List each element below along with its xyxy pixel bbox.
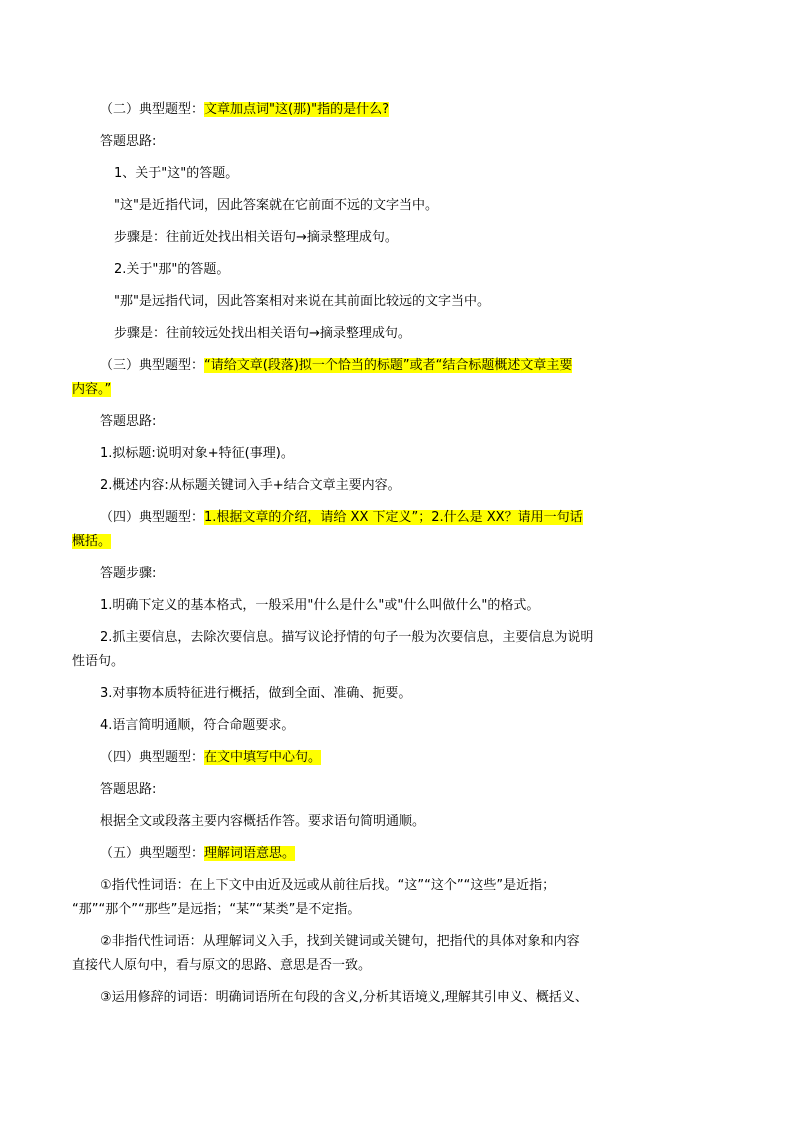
- section-5-question: 理解词语意思。: [204, 846, 296, 861]
- section-5-prefix: （五）典型题型：: [100, 846, 205, 861]
- section-5-item-2-line1: ②非指代性词语：从理解词义入手，找到关键词或关键句，把指代的具体对象和内容: [100, 934, 580, 949]
- section-2-item-2b: 步骤是：往前较远处找出相关语句→摘录整理成句。: [114, 326, 411, 341]
- section-3-question-line1: “请给文章(段落)拟一个恰当的标题”或者“结合标题概述文章主要: [204, 358, 573, 373]
- section-3-question-line2-row: [72, 378, 111, 402]
- section-4-item-3: 3.对事物本质特征进行概括，做到全面、准确、扼要。: [100, 686, 412, 701]
- section-2-item-1b: 步骤是：往前近处找出相关语句→摘录整理成句。: [114, 230, 398, 245]
- section-3-heading: [100, 354, 572, 378]
- section-4-prefix: （四）典型题型：: [100, 510, 205, 525]
- section-5-item-1-line1: ①指代性词语：在上下文中由近及远或从前往后找。“这”“这个”“这些”是近指；: [100, 878, 556, 893]
- section-2-prefix: （二）典型题型：: [100, 102, 205, 117]
- section-4-label: 答题步骤:: [100, 566, 157, 581]
- section-3-item-1: 1.拟标题:说明对象+特征(事理)。: [100, 446, 294, 461]
- section-3-prefix: （三）典型题型：: [100, 358, 205, 373]
- section-2-heading: [100, 98, 389, 122]
- section-2-item-1a: "这"是近指代词，因此答案就在它前面不远的文字当中。: [114, 198, 438, 213]
- section-4b-item-1: 根据全文或段落主要内容概括作答。要求语句简明通顺。: [100, 814, 426, 829]
- section-5-item-2-line2: 直接代人原句中，看与原文的思路、意思是否一致。: [72, 958, 372, 973]
- section-4-question-line2: 概括。: [72, 534, 112, 549]
- section-2-item-2: 2.关于"那"的答题。: [114, 262, 230, 277]
- section-2-item-2a: "那"是远指代词，因此答案相对来说在其前面比较远的文字当中。: [114, 294, 490, 309]
- section-4-heading: [100, 506, 583, 530]
- section-4-question-line1: 1.根据文章的介绍，请给 XX 下定义”；2.什么是 XX？请用一句话: [204, 510, 583, 525]
- section-4b-label: 答题思路:: [100, 782, 157, 797]
- section-5-item-3: ③运用修辞的词语：明确词语所在句段的含义,分析其语境义,理解其引申义、概括义、: [100, 990, 588, 1005]
- section-5-heading: [100, 842, 295, 866]
- section-2-label: 答题思路:: [100, 134, 157, 149]
- section-4-question-line2-row: [72, 530, 111, 554]
- section-4-item-2-line1: 2.抓主要信息，去除次要信息。描写议论抒情的句子一般为次要信息，主要信息为说明: [100, 630, 594, 645]
- section-4-item-4: 4.语言简明通顺，符合命题要求。: [100, 718, 295, 733]
- section-3-item-2: 2.概述内容:从标题关键词入手+结合文章主要内容。: [100, 478, 401, 493]
- section-2-item-1: 1、关于"这"的答题。: [114, 166, 239, 181]
- section-4b-heading: [100, 746, 321, 770]
- section-3-label: 答题思路:: [100, 414, 157, 429]
- section-4b-prefix: （四）典型题型：: [100, 750, 205, 765]
- section-5-item-1-line2: “那”“那个”“那些”是远指；“某”“某类”是不定指。: [72, 902, 361, 917]
- section-2-question: 文章加点词"这(那)"指的是什么?: [204, 102, 390, 117]
- section-4-item-2-line2: 性语句。: [72, 654, 125, 669]
- section-3-question-line2: 内容。”: [72, 382, 112, 397]
- section-4-item-1: 1.明确下定义的基本格式，一般采用"什么是什么"或"什么叫做什么"的格式。: [100, 598, 540, 613]
- section-4b-question: 在文中填写中心句。: [204, 750, 322, 765]
